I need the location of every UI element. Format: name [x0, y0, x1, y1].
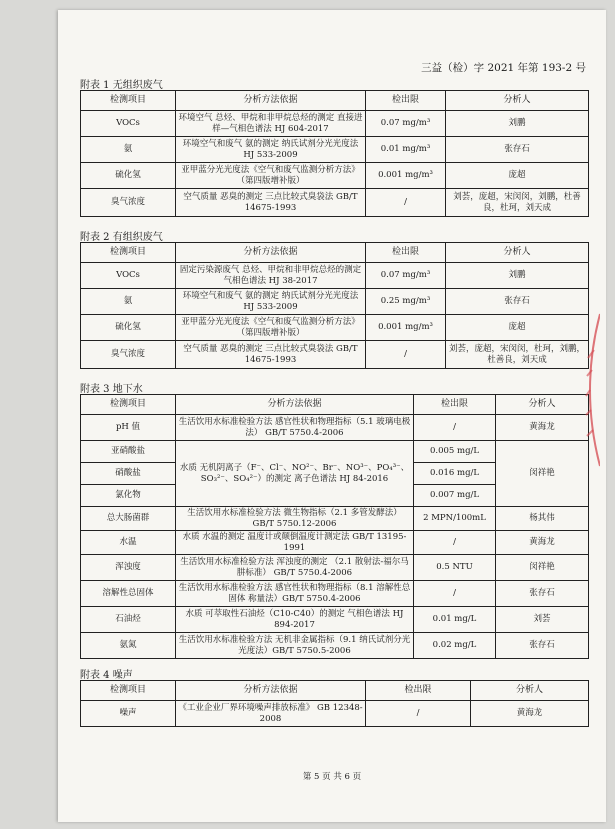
- cell-item: 石油烃: [81, 607, 176, 633]
- cell-analyst: 黄海龙: [496, 415, 589, 441]
- cell-analyst: 张存石: [446, 137, 589, 163]
- cell-item: 硫化氢: [81, 315, 176, 341]
- cell-method: 生活饮用水标准检验方法 感官性状和物理指标（8.1 溶解性总固体 称量法）GB/T 5750.4-2006: [176, 581, 414, 607]
- table-row: [81, 701, 589, 727]
- cell-analyst: 刘鹏: [446, 263, 589, 289]
- cell-limit: 2 MPN/100mL: [414, 507, 496, 531]
- cell-limit: /: [366, 701, 471, 727]
- cell-item: 噪声: [81, 701, 176, 727]
- cell-item: 氯化物: [81, 485, 176, 507]
- cell-item: 总大肠菌群: [81, 507, 176, 531]
- header-analyst: 分析人: [446, 91, 589, 111]
- table-unorganized-gas: [80, 90, 589, 217]
- table-row: [81, 415, 589, 441]
- cell-item: pH 值: [81, 415, 176, 441]
- table-row: [81, 607, 589, 633]
- cell-analyst: 张存石: [496, 633, 589, 659]
- header-limit: 检出限: [366, 91, 446, 111]
- cell-limit: /: [414, 415, 496, 441]
- page-footer: 第 5 页 共 6 页: [302, 772, 362, 782]
- cell-limit: /: [366, 189, 446, 217]
- cell-analyst: 刘鹏: [446, 111, 589, 137]
- cell-item: 氨: [81, 289, 176, 315]
- table-row: [81, 581, 589, 607]
- header-limit: 检出限: [366, 243, 446, 263]
- cell-analyst: 黄海龙: [471, 701, 589, 727]
- cell-analyst: 庞超: [446, 163, 589, 189]
- cell-method: 空气质量 恶臭的测定 三点比较式臭袋法 GB/T 14675-1993: [176, 189, 366, 217]
- cell-item: VOCs: [81, 111, 176, 137]
- cell-limit: 0.07 mg/m³: [366, 263, 446, 289]
- cell-limit: 0.001 mg/m³: [366, 315, 446, 341]
- section-title-2: 附表 2 有组织废气: [80, 232, 163, 243]
- cell-analyst: 杨其伟: [496, 507, 589, 531]
- cell-item: 臭气浓度: [81, 189, 176, 217]
- table-row: [81, 531, 589, 555]
- cell-analyst: 庞超: [446, 315, 589, 341]
- cell-analyst-ion: 闵祥艳: [496, 441, 589, 507]
- cell-limit: 0.01 mg/L: [414, 607, 496, 633]
- cell-method: 环境空气和废气 氨的测定 纳氏试剂分光光度法 HJ 533-2009: [176, 137, 366, 163]
- header-item: 检测项目: [81, 395, 176, 415]
- table-row: [81, 263, 589, 289]
- header-method: 分析方法依据: [176, 395, 414, 415]
- cell-limit: /: [414, 581, 496, 607]
- cell-method: 生活饮用水标准检验方法 感官性状和物理指标（5.1 玻璃电极法） GB/T 5750.4-2006: [176, 415, 414, 441]
- cell-method: 水质 水温的测定 温度计或颠倒温度计测定法 GB/T 13195-1991: [176, 531, 414, 555]
- cell-item: 溶解性总固体: [81, 581, 176, 607]
- cell-limit: /: [414, 531, 496, 555]
- cell-method: 环境空气 总烃、甲烷和非甲烷总烃的测定 直接进样—气相色谱法 HJ 604-2017: [176, 111, 366, 137]
- cell-item: 臭气浓度: [81, 341, 176, 369]
- cell-item: 硫化氢: [81, 163, 176, 189]
- header-item: 检测项目: [81, 91, 176, 111]
- cell-item: 亚硝酸盐: [81, 441, 176, 463]
- header-analyst: 分析人: [471, 681, 589, 701]
- cell-limit: 0.02 mg/L: [414, 633, 496, 659]
- partial-seal-stamp: [574, 310, 600, 470]
- cell-method: 环境空气和废气 氨的测定 纳氏试剂分光光度法 HJ 533-2009: [176, 289, 366, 315]
- cell-method: 生活饮用水标准检验方法 无机非金属指标（9.1 纳氏试剂分光光度法）GB/T 5750.5-2006: [176, 633, 414, 659]
- cell-item: 水温: [81, 531, 176, 555]
- header-limit: 检出限: [414, 395, 496, 415]
- cell-method: 亚甲蓝分光光度法《空气和废气监测分析方法》（第四版增补版）: [176, 163, 366, 189]
- section-title-3: 附表 3 地下水: [80, 384, 143, 395]
- header-method: 分析方法依据: [176, 243, 366, 263]
- header-item: 检测项目: [81, 681, 176, 701]
- table-noise: [80, 680, 589, 727]
- cell-analyst: 刘荟，庞超，宋闵闵，杜珂，刘鹏，杜善良，刘天成: [446, 341, 589, 369]
- table-organized-gas: [80, 242, 589, 369]
- cell-method: 固定污染源废气 总烃、甲烷和非甲烷总烃的测定 气相色谱法 HJ 38-2017: [176, 263, 366, 289]
- header-analyst: 分析人: [496, 395, 589, 415]
- cell-limit: /: [366, 341, 446, 369]
- document-page: [58, 10, 606, 822]
- cell-item: 氨: [81, 137, 176, 163]
- section-title-1: 附表 1 无组织废气: [80, 80, 163, 91]
- table-groundwater: [80, 394, 589, 659]
- cell-method-ion: 水质 无机阴离子（F⁻、Cl⁻、NO²⁻、Br⁻、NO³⁻、PO₄³⁻、SO₃²⁻、SO₄²⁻）的测定 离子色谱法 HJ 84-2016: [176, 441, 414, 507]
- cell-method: 《工业企业厂界环境噪声排放标准》 GB 12348-2008: [176, 701, 366, 727]
- header-method: 分析方法依据: [176, 681, 366, 701]
- table-row: [81, 441, 589, 463]
- table-row: [81, 555, 589, 581]
- table-row: [81, 315, 589, 341]
- table-row: [81, 111, 589, 137]
- cell-limit: 0.005 mg/L: [414, 441, 496, 463]
- cell-limit: 0.001 mg/m³: [366, 163, 446, 189]
- cell-item: 氨氮: [81, 633, 176, 659]
- cell-method: 亚甲蓝分光光度法《空气和废气监测分析方法》（第四版增补版）: [176, 315, 366, 341]
- cell-item: 硝酸盐: [81, 463, 176, 485]
- table-row: [81, 137, 589, 163]
- cell-analyst: 黄海龙: [496, 531, 589, 555]
- cell-limit: 0.016 mg/L: [414, 463, 496, 485]
- cell-analyst: 刘荟: [496, 607, 589, 633]
- header-analyst: 分析人: [446, 243, 589, 263]
- document-number: 三益（检）字 2021 年第 193-2 号: [421, 62, 586, 74]
- cell-method: 生活饮用水标准检验方法 微生物指标（2.1 多管发酵法）GB/T 5750.12-2006: [176, 507, 414, 531]
- cell-limit: 0.01 mg/m³: [366, 137, 446, 163]
- table-row: [81, 507, 589, 531]
- cell-limit: 0.5 NTU: [414, 555, 496, 581]
- table-row: [81, 341, 589, 369]
- cell-analyst: 刘荟，庞超，宋闵闵，刘鹏，杜善良，杜珂，刘天成: [446, 189, 589, 217]
- cell-limit: 0.007 mg/L: [414, 485, 496, 507]
- cell-analyst: 张存石: [446, 289, 589, 315]
- table-row: [81, 189, 589, 217]
- cell-item: VOCs: [81, 263, 176, 289]
- cell-method: 水质 可萃取性石油烃（C10-C40）的测定 气相色谱法 HJ 894-2017: [176, 607, 414, 633]
- cell-method: 生活饮用水标准检验方法 浑浊度的测定 （2.1 散射法-福尔马肼标准） GB/T 5750.4-2006: [176, 555, 414, 581]
- section-title-4: 附表 4 噪声: [80, 670, 133, 681]
- table-row: [81, 163, 589, 189]
- cell-analyst: 张存石: [496, 581, 589, 607]
- cell-method: 空气质量 恶臭的测定 三点比较式臭袋法 GB/T 14675-1993: [176, 341, 366, 369]
- header-method: 分析方法依据: [176, 91, 366, 111]
- table-row: [81, 289, 589, 315]
- cell-analyst: 闵祥艳: [496, 555, 589, 581]
- header-limit: 检出限: [366, 681, 471, 701]
- table-row: [81, 633, 589, 659]
- cell-limit: 0.25 mg/m³: [366, 289, 446, 315]
- cell-item: 浑浊度: [81, 555, 176, 581]
- header-item: 检测项目: [81, 243, 176, 263]
- cell-limit: 0.07 mg/m³: [366, 111, 446, 137]
